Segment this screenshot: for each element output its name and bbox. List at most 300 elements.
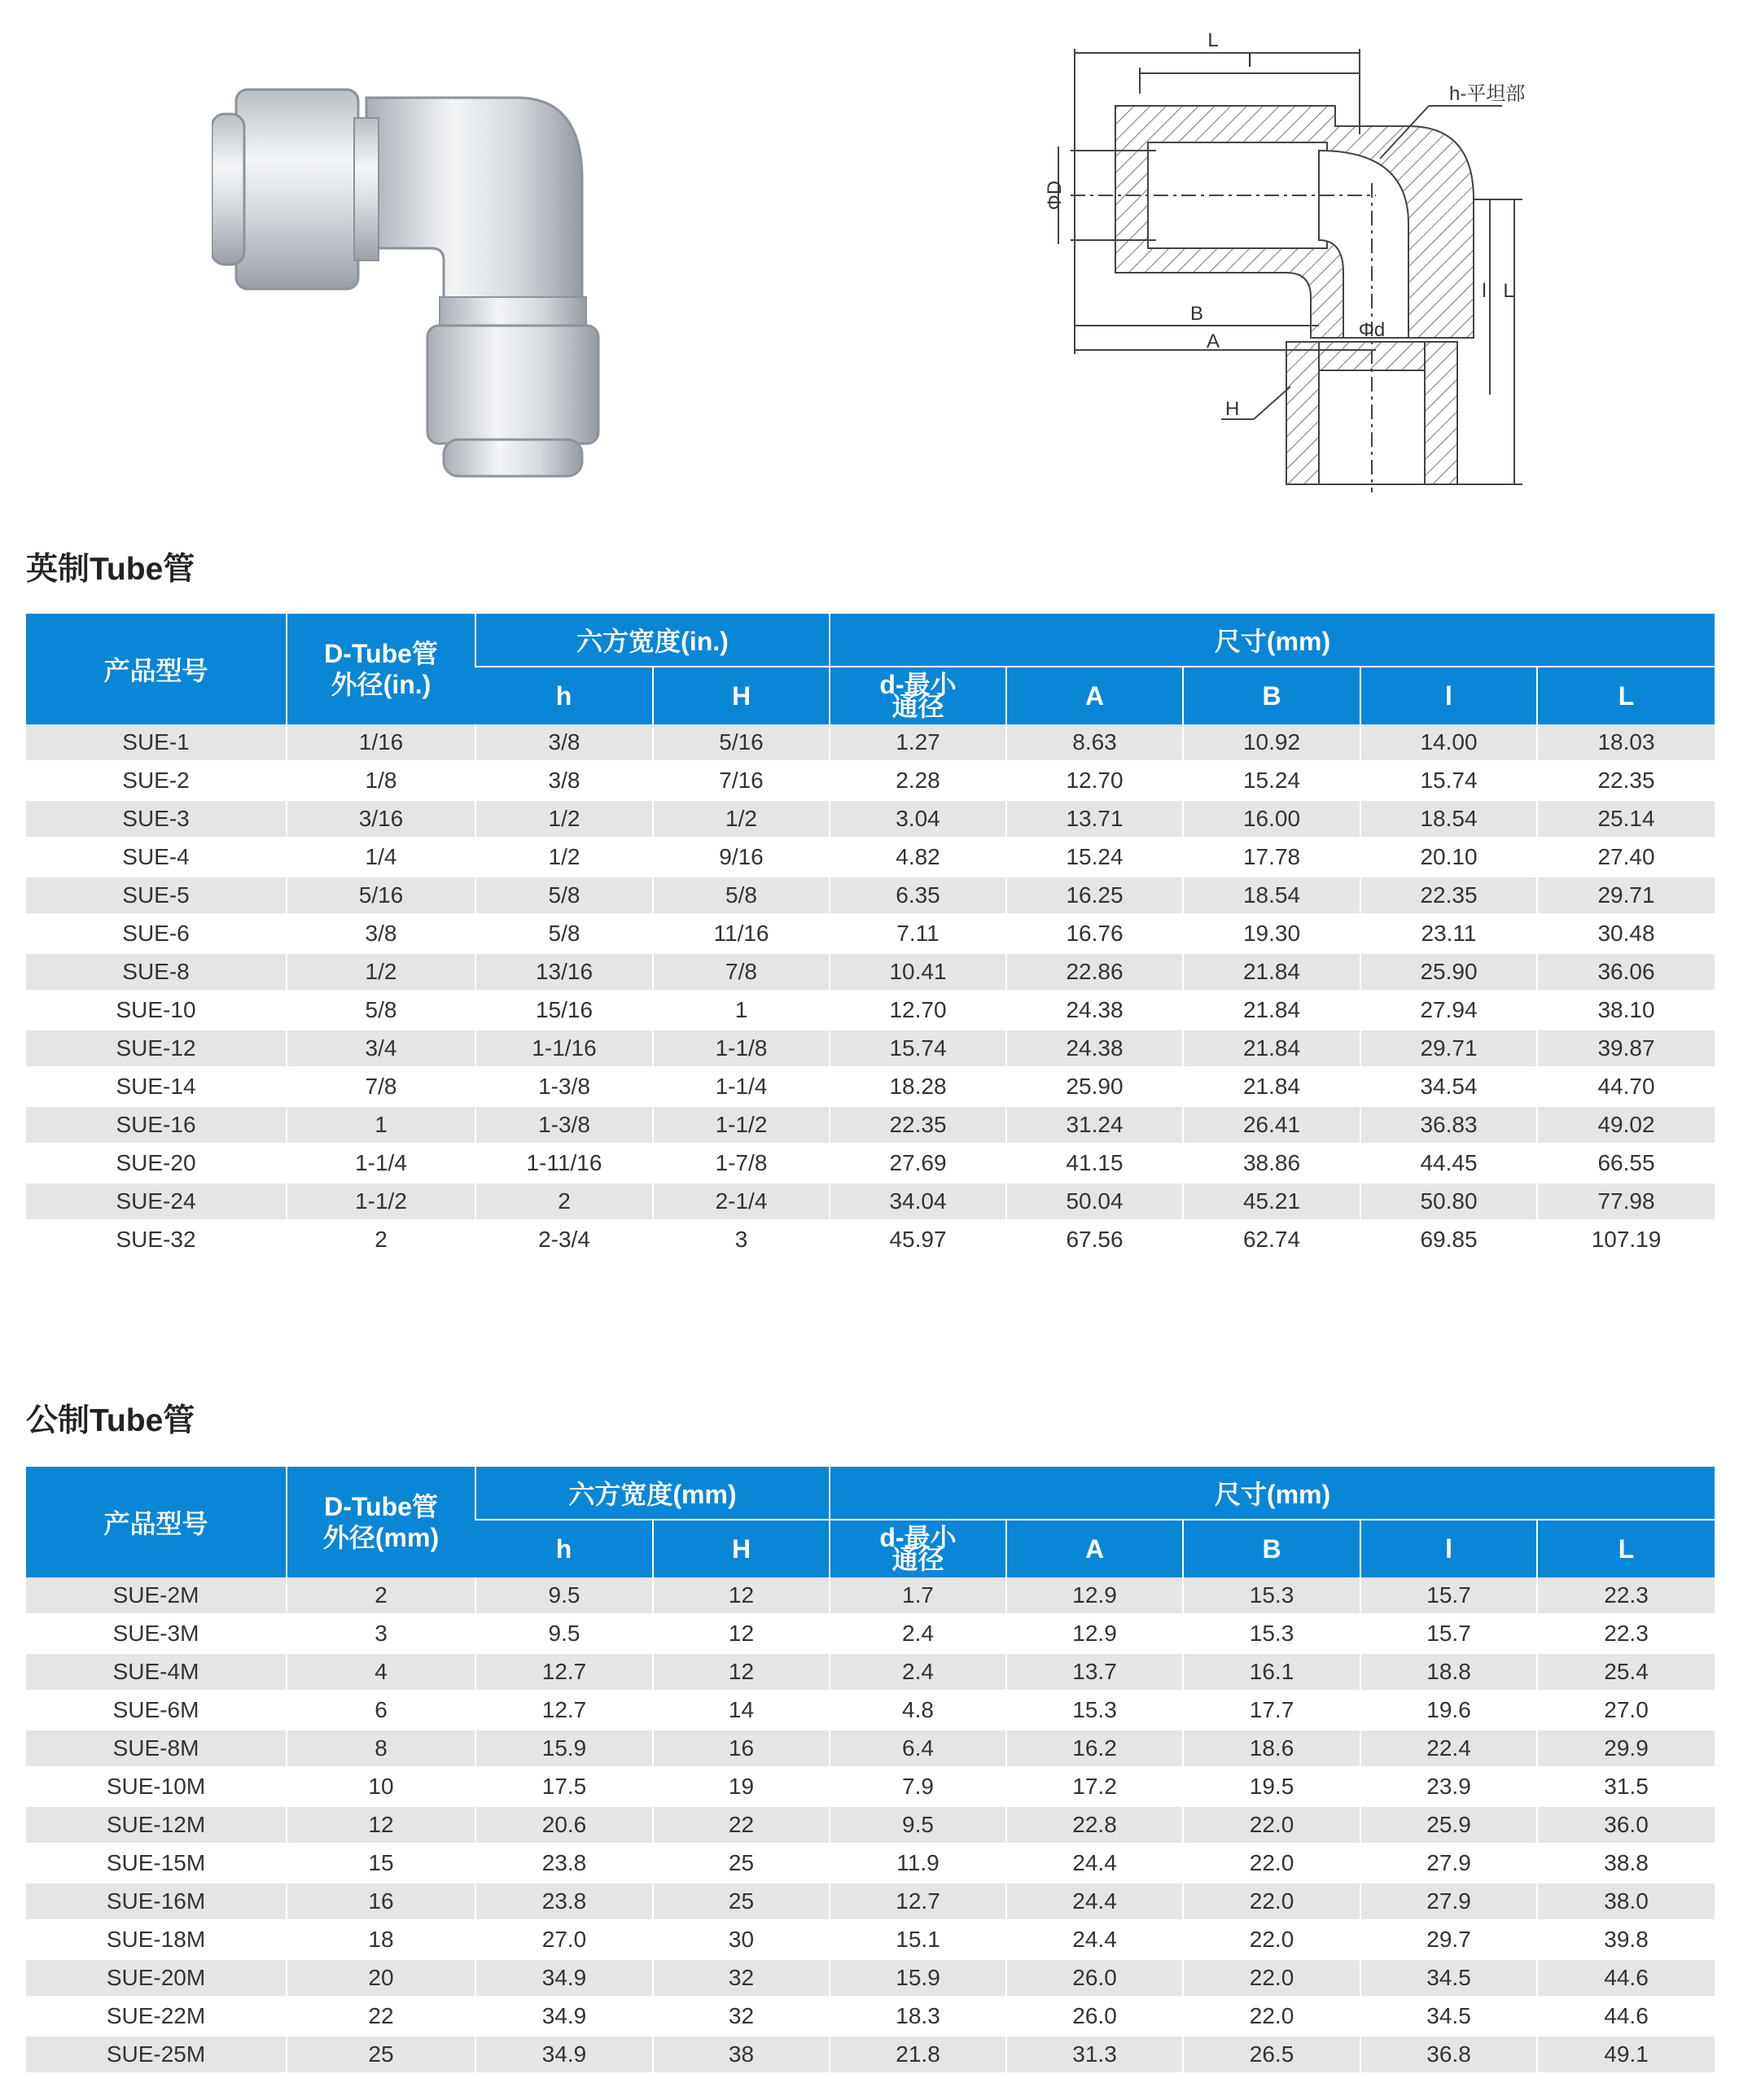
table-cell: 16.00	[1183, 800, 1360, 838]
table-row	[26, 1921, 1715, 1959]
table-cell: 22.0	[1183, 1883, 1360, 1921]
header-d-min-line2: 通径	[891, 1545, 944, 1574]
table-cell: 1-1/16	[475, 1030, 653, 1068]
table-cell: 18.54	[1183, 877, 1360, 915]
table-cell: 15.74	[1360, 762, 1537, 800]
table-cell: 12.7	[475, 1691, 653, 1730]
label-H: H	[1225, 398, 1240, 420]
table-cell: 25.90	[1006, 1068, 1183, 1106]
table-cell: 20.6	[475, 1806, 653, 1844]
header-hex-width: 六方宽度(in.)	[475, 613, 830, 667]
table-cell: 22.86	[1006, 953, 1183, 991]
table-cell: 25.90	[1360, 953, 1537, 991]
table-cell: 12.70	[1006, 762, 1183, 800]
table-row	[26, 1806, 1715, 1844]
header-tube-od	[287, 613, 475, 724]
table-cell: 27.94	[1360, 991, 1537, 1030]
table-cell: 26.41	[1183, 1106, 1360, 1144]
table-cell: 2-1/4	[653, 1183, 830, 1221]
header-tube-od-line2: 外径(mm)	[322, 1523, 440, 1552]
table-cell: 44.45	[1360, 1144, 1537, 1183]
table-cell: 38.10	[1537, 991, 1715, 1030]
table-cell: 27.9	[1360, 1844, 1537, 1883]
table-row	[26, 991, 1715, 1030]
table-cell: 11.9	[830, 1844, 1006, 1883]
table-cell: 3/8	[475, 724, 653, 762]
table-cell: 22.0	[1183, 1959, 1360, 1997]
imperial-table-body	[26, 724, 1715, 1259]
header-H: H	[653, 1520, 830, 1577]
table-cell: 38.86	[1183, 1144, 1360, 1183]
table-cell: 38.0	[1537, 1883, 1715, 1921]
table-cell: 7/8	[653, 953, 830, 991]
table-cell: 19.6	[1360, 1691, 1537, 1730]
table-cell: 2-3/4	[475, 1221, 653, 1259]
table-cell: 19	[653, 1768, 830, 1806]
table-row	[26, 800, 1715, 838]
table-cell: 1-1/2	[287, 1183, 475, 1221]
table-cell: SUE-2M	[26, 1577, 287, 1615]
table-cell: 1/8	[287, 762, 475, 800]
table-cell: SUE-15M	[26, 1844, 287, 1883]
table-cell: 50.80	[1360, 1183, 1537, 1221]
table-cell: 1-7/8	[653, 1144, 830, 1183]
table-cell: 49.02	[1537, 1106, 1715, 1144]
table-cell: SUE-8M	[26, 1730, 287, 1768]
table-cell: 3/8	[475, 762, 653, 800]
header-L: L	[1537, 667, 1715, 724]
table-cell: 2.28	[830, 762, 1006, 800]
table-cell: 21.84	[1183, 1030, 1360, 1068]
table-cell: 34.54	[1360, 1068, 1537, 1106]
table-cell: SUE-2	[26, 762, 287, 800]
table-row	[26, 1615, 1715, 1653]
table-cell: 17.5	[475, 1768, 653, 1806]
table-cell: 32	[653, 1997, 830, 2036]
table-cell: 15.24	[1006, 838, 1183, 877]
table-cell: 12.7	[475, 1653, 653, 1691]
header-H: H	[653, 667, 830, 724]
table-cell: SUE-10	[26, 991, 287, 1030]
table-cell: 30.48	[1537, 915, 1715, 953]
table-cell: 18.28	[830, 1068, 1006, 1106]
table-cell: 14.00	[1360, 724, 1537, 762]
label-L-right: L	[1503, 280, 1514, 302]
table-cell: 23.11	[1360, 915, 1537, 953]
label-flat: h-平坦部	[1449, 83, 1526, 105]
table-cell: 18.6	[1183, 1730, 1360, 1768]
table-cell: 34.04	[830, 1183, 1006, 1221]
table-cell: 15.3	[1183, 1615, 1360, 1653]
table-row	[26, 1768, 1715, 1806]
table-cell: 29.9	[1537, 1730, 1715, 1768]
table-cell: SUE-16	[26, 1106, 287, 1144]
table-cell: 22.35	[1360, 877, 1537, 915]
table-cell: 1/2	[287, 953, 475, 991]
table-row	[26, 1844, 1715, 1883]
table-cell: 30	[653, 1921, 830, 1959]
table-cell: 12	[653, 1615, 830, 1653]
table-cell: 4.8	[830, 1691, 1006, 1730]
table-cell: 27.0	[1537, 1691, 1715, 1730]
table-row	[26, 724, 1715, 762]
table-cell: 34.5	[1360, 1997, 1537, 2036]
table-cell: 23.9	[1360, 1768, 1537, 1806]
table-cell: 66.55	[1537, 1144, 1715, 1183]
table-cell: 1-1/4	[287, 1144, 475, 1183]
technical-drawing	[1018, 28, 1571, 492]
table-cell: SUE-12M	[26, 1806, 287, 1844]
table-cell: 23.8	[475, 1844, 653, 1883]
table-cell: 1-3/8	[475, 1068, 653, 1106]
label-B: B	[1189, 303, 1204, 325]
table-cell: 1/2	[475, 838, 653, 877]
table-cell: 45.21	[1183, 1183, 1360, 1221]
table-cell: 5/8	[287, 991, 475, 1030]
table-cell: 29.71	[1360, 1030, 1537, 1068]
table-cell: 24.4	[1006, 1844, 1183, 1883]
table-cell: 18.54	[1360, 800, 1537, 838]
table-cell: 31.24	[1006, 1106, 1183, 1144]
table-row	[26, 1883, 1715, 1921]
table-cell: 20.10	[1360, 838, 1537, 877]
table-row	[26, 1106, 1715, 1144]
table-cell: 1.27	[830, 724, 1006, 762]
table-cell: 25	[287, 2036, 475, 2074]
table-cell: 22.0	[1183, 1806, 1360, 1844]
header-d-min-line2: 通径	[891, 692, 944, 721]
table-cell: 16.25	[1006, 877, 1183, 915]
table-cell: 15.3	[1183, 1577, 1360, 1615]
table-cell: SUE-4M	[26, 1653, 287, 1691]
metric-table-body	[26, 1577, 1715, 2074]
table-cell: 9.5	[830, 1806, 1006, 1844]
table-cell: 67.56	[1006, 1221, 1183, 1259]
table-cell: 17.7	[1183, 1691, 1360, 1730]
table-cell: 18.3	[830, 1997, 1006, 2036]
header-tube-od-line2: 外径(in.)	[331, 670, 431, 699]
table-cell: 3/8	[287, 915, 475, 953]
table-cell: 34.5	[1360, 1959, 1537, 1997]
table-cell: 77.98	[1537, 1183, 1715, 1221]
table-row	[26, 877, 1715, 915]
table-cell: 21.84	[1183, 991, 1360, 1030]
table-cell: 22.35	[830, 1106, 1006, 1144]
table-cell: 3	[653, 1221, 830, 1259]
table-cell: 2	[287, 1577, 475, 1615]
table-cell: 22.35	[1537, 762, 1715, 800]
table-cell: 34.9	[475, 1997, 653, 2036]
table-row	[26, 953, 1715, 991]
table-cell: 25	[653, 1883, 830, 1921]
table-cell: 19.30	[1183, 915, 1360, 953]
table-cell: 13/16	[475, 953, 653, 991]
table-cell: 2	[287, 1221, 475, 1259]
header-tube-od	[287, 1466, 475, 1577]
table-cell: 12.9	[1006, 1615, 1183, 1653]
header-d-min-line1: d-最小	[879, 1523, 957, 1552]
table-cell: SUE-12	[26, 1030, 287, 1068]
table-cell: 7.9	[830, 1768, 1006, 1806]
table-cell: 16	[287, 1883, 475, 1921]
table-cell: 18.8	[1360, 1653, 1537, 1691]
table-cell: 9.5	[475, 1577, 653, 1615]
table-cell: 36.06	[1537, 953, 1715, 991]
table-cell: 31.5	[1537, 1768, 1715, 1806]
table-cell: 1/16	[287, 724, 475, 762]
table-row	[26, 1691, 1715, 1730]
table-row	[26, 1653, 1715, 1691]
table-cell: 15.24	[1183, 762, 1360, 800]
table-cell: 12.70	[830, 991, 1006, 1030]
table-cell: 15.7	[1360, 1577, 1537, 1615]
table-cell: 7.11	[830, 915, 1006, 953]
table-cell: 15.3	[1006, 1691, 1183, 1730]
table-cell: 17.2	[1006, 1768, 1183, 1806]
table-row	[26, 1068, 1715, 1106]
table-cell: 16.1	[1183, 1653, 1360, 1691]
metric-section-title: 公制Tube管	[26, 1403, 195, 1438]
table-cell: 10.92	[1183, 724, 1360, 762]
header-dimensions: 尺寸(mm)	[830, 1466, 1715, 1520]
table-cell: SUE-20	[26, 1144, 287, 1183]
table-cell: 12.9	[1006, 1577, 1183, 1615]
table-cell: 13.7	[1006, 1653, 1183, 1691]
table-row	[26, 1183, 1715, 1221]
table-cell: 6	[287, 1691, 475, 1730]
table-cell: 26.0	[1006, 1959, 1183, 1997]
table-cell: 18.03	[1537, 724, 1715, 762]
table-cell: 36.0	[1537, 1806, 1715, 1844]
table-cell: 27.69	[830, 1144, 1006, 1183]
table-row	[26, 1577, 1715, 1615]
header-hex-width: 六方宽度(mm)	[475, 1466, 830, 1520]
table-cell: 50.04	[1006, 1183, 1183, 1221]
label-l-top: l	[1247, 50, 1252, 72]
table-cell: 2.4	[830, 1615, 1006, 1653]
table-cell: 7/16	[653, 762, 830, 800]
table-row	[26, 1959, 1715, 1997]
table-cell: SUE-6M	[26, 1691, 287, 1730]
header-d-min	[830, 1520, 1006, 1577]
table-cell: 26.5	[1183, 2036, 1360, 2074]
table-cell: 5/8	[475, 915, 653, 953]
table-cell: 24.38	[1006, 1030, 1183, 1068]
table-cell: 10	[287, 1768, 475, 1806]
table-cell: 22.0	[1183, 1921, 1360, 1959]
table-cell: 15	[287, 1844, 475, 1883]
table-cell: 23.8	[475, 1883, 653, 1921]
table-cell: 1.7	[830, 1577, 1006, 1615]
table-row	[26, 2036, 1715, 2074]
table-cell: 3	[287, 1615, 475, 1653]
header-tube-od-line1: D-Tube管	[324, 1492, 438, 1521]
table-cell: SUE-16M	[26, 1883, 287, 1921]
table-cell: 14	[653, 1691, 830, 1730]
table-cell: 29.71	[1537, 877, 1715, 915]
table-cell: 24.4	[1006, 1921, 1183, 1959]
label-A: A	[1206, 330, 1220, 352]
table-cell: 22.3	[1537, 1577, 1715, 1615]
table-cell: 22.0	[1183, 1844, 1360, 1883]
table-cell: 16.2	[1006, 1730, 1183, 1768]
table-cell: 34.9	[475, 1959, 653, 1997]
header-d-min-line1: d-最小	[879, 670, 957, 699]
header-dimensions: 尺寸(mm)	[830, 613, 1715, 667]
header-h: h	[475, 667, 653, 724]
table-cell: 27.40	[1537, 838, 1715, 877]
table-cell: SUE-6	[26, 915, 287, 953]
table-cell: 38.8	[1537, 1844, 1715, 1883]
table-cell: 39.87	[1537, 1030, 1715, 1068]
table-cell: 4	[287, 1653, 475, 1691]
table-cell: 8.63	[1006, 724, 1183, 762]
table-cell: 1-1/4	[653, 1068, 830, 1106]
table-cell: SUE-18M	[26, 1921, 287, 1959]
table-cell: 22.3	[1537, 1615, 1715, 1653]
table-cell: 5/8	[653, 877, 830, 915]
header-B: B	[1183, 1520, 1360, 1577]
table-cell: 9.5	[475, 1615, 653, 1653]
header-l: l	[1360, 667, 1537, 724]
imperial-spec-table	[26, 612, 1715, 1260]
table-cell: 3.04	[830, 800, 1006, 838]
table-cell: 5/16	[653, 724, 830, 762]
table-cell: 21.84	[1183, 1068, 1360, 1106]
table-cell: SUE-10M	[26, 1768, 287, 1806]
header-A: A	[1006, 1520, 1183, 1577]
table-cell: 29.7	[1360, 1921, 1537, 1959]
table-cell: 32	[653, 1959, 830, 1997]
table-cell: 17.78	[1183, 838, 1360, 877]
table-cell: 3/4	[287, 1030, 475, 1068]
table-cell: 16	[653, 1730, 830, 1768]
table-row	[26, 838, 1715, 877]
table-cell: 12	[653, 1653, 830, 1691]
table-cell: SUE-5	[26, 877, 287, 915]
table-cell: 1-1/2	[653, 1106, 830, 1144]
table-cell: 38	[653, 2036, 830, 2074]
label-d: Φd	[1358, 319, 1386, 341]
header-model: 产品型号	[26, 1466, 287, 1577]
table-cell: 12.7	[830, 1883, 1006, 1921]
table-cell: 12	[653, 1577, 830, 1615]
table-cell: 20	[287, 1959, 475, 1997]
table-cell: 22.4	[1360, 1730, 1537, 1768]
header-h: h	[475, 1520, 653, 1577]
table-cell: 44.70	[1537, 1068, 1715, 1106]
table-cell: 6.35	[830, 877, 1006, 915]
table-cell: 1	[287, 1106, 475, 1144]
table-cell: 27.9	[1360, 1883, 1537, 1921]
table-cell: 24.38	[1006, 991, 1183, 1030]
table-cell: 25	[653, 1844, 830, 1883]
table-cell: 31.3	[1006, 2036, 1183, 2074]
table-row	[26, 1144, 1715, 1183]
table-cell: 22	[287, 1997, 475, 2036]
table-cell: 5/8	[475, 877, 653, 915]
table-cell: SUE-14	[26, 1068, 287, 1106]
table-cell: 15.9	[475, 1730, 653, 1768]
table-cell: 41.15	[1006, 1144, 1183, 1183]
table-cell: 19.5	[1183, 1768, 1360, 1806]
table-cell: 24.4	[1006, 1883, 1183, 1921]
table-cell: 1/4	[287, 838, 475, 877]
table-cell: 22	[653, 1806, 830, 1844]
table-row	[26, 1221, 1715, 1259]
table-cell: 12	[287, 1806, 475, 1844]
table-cell: 16.76	[1006, 915, 1183, 953]
table-cell: 6.4	[830, 1730, 1006, 1768]
table-cell: 18	[287, 1921, 475, 1959]
table-cell: 1-1/8	[653, 1030, 830, 1068]
table-cell: SUE-24	[26, 1183, 287, 1221]
table-cell: 7/8	[287, 1068, 475, 1106]
table-cell: 1/2	[653, 800, 830, 838]
table-cell: SUE-1	[26, 724, 287, 762]
table-cell: 11/16	[653, 915, 830, 953]
table-cell: 25.9	[1360, 1806, 1537, 1844]
table-cell: 21.84	[1183, 953, 1360, 991]
table-cell: 5/16	[287, 877, 475, 915]
header-L: L	[1537, 1520, 1715, 1577]
label-l-right: l	[1482, 280, 1487, 302]
table-cell: 62.74	[1183, 1221, 1360, 1259]
label-D: ΦD	[1044, 180, 1066, 211]
table-cell: 27.0	[475, 1921, 653, 1959]
table-cell: 8	[287, 1730, 475, 1768]
table-cell: SUE-3	[26, 800, 287, 838]
table-cell: SUE-32	[26, 1221, 287, 1259]
table-row	[26, 1030, 1715, 1068]
table-cell: SUE-20M	[26, 1959, 287, 1997]
table-cell: 2.4	[830, 1653, 1006, 1691]
header-A: A	[1006, 667, 1183, 724]
table-cell: 34.9	[475, 2036, 653, 2074]
header-d-min	[830, 667, 1006, 724]
table-cell: SUE-8	[26, 953, 287, 991]
table-cell: SUE-25M	[26, 2036, 287, 2074]
header-B: B	[1183, 667, 1360, 724]
table-cell: 36.8	[1360, 2036, 1537, 2074]
table-cell: 44.6	[1537, 1959, 1715, 1997]
table-cell: 15.1	[830, 1921, 1006, 1959]
table-cell: 15.7	[1360, 1615, 1537, 1653]
metric-spec-table	[26, 1465, 1715, 2075]
header-l: l	[1360, 1520, 1537, 1577]
table-cell: 1/2	[475, 800, 653, 838]
table-cell: 15/16	[475, 991, 653, 1030]
table-cell: 1	[653, 991, 830, 1030]
table-cell: 13.71	[1006, 800, 1183, 838]
table-cell: 21.8	[830, 2036, 1006, 2074]
table-cell: 25.14	[1537, 800, 1715, 838]
table-cell: 1-11/16	[475, 1144, 653, 1183]
table-cell: SUE-22M	[26, 1997, 287, 2036]
table-cell: 15.9	[830, 1959, 1006, 1997]
label-L-top: L	[1207, 29, 1219, 51]
table-cell: 10.41	[830, 953, 1006, 991]
table-cell: 2	[475, 1183, 653, 1221]
table-cell: 45.97	[830, 1221, 1006, 1259]
table-cell: 15.74	[830, 1030, 1006, 1068]
table-cell: 49.1	[1537, 2036, 1715, 2074]
table-row	[26, 915, 1715, 953]
table-cell: 107.19	[1537, 1221, 1715, 1259]
table-cell: 26.0	[1006, 1997, 1183, 2036]
product-photo	[212, 81, 619, 488]
table-cell: 69.85	[1360, 1221, 1537, 1259]
